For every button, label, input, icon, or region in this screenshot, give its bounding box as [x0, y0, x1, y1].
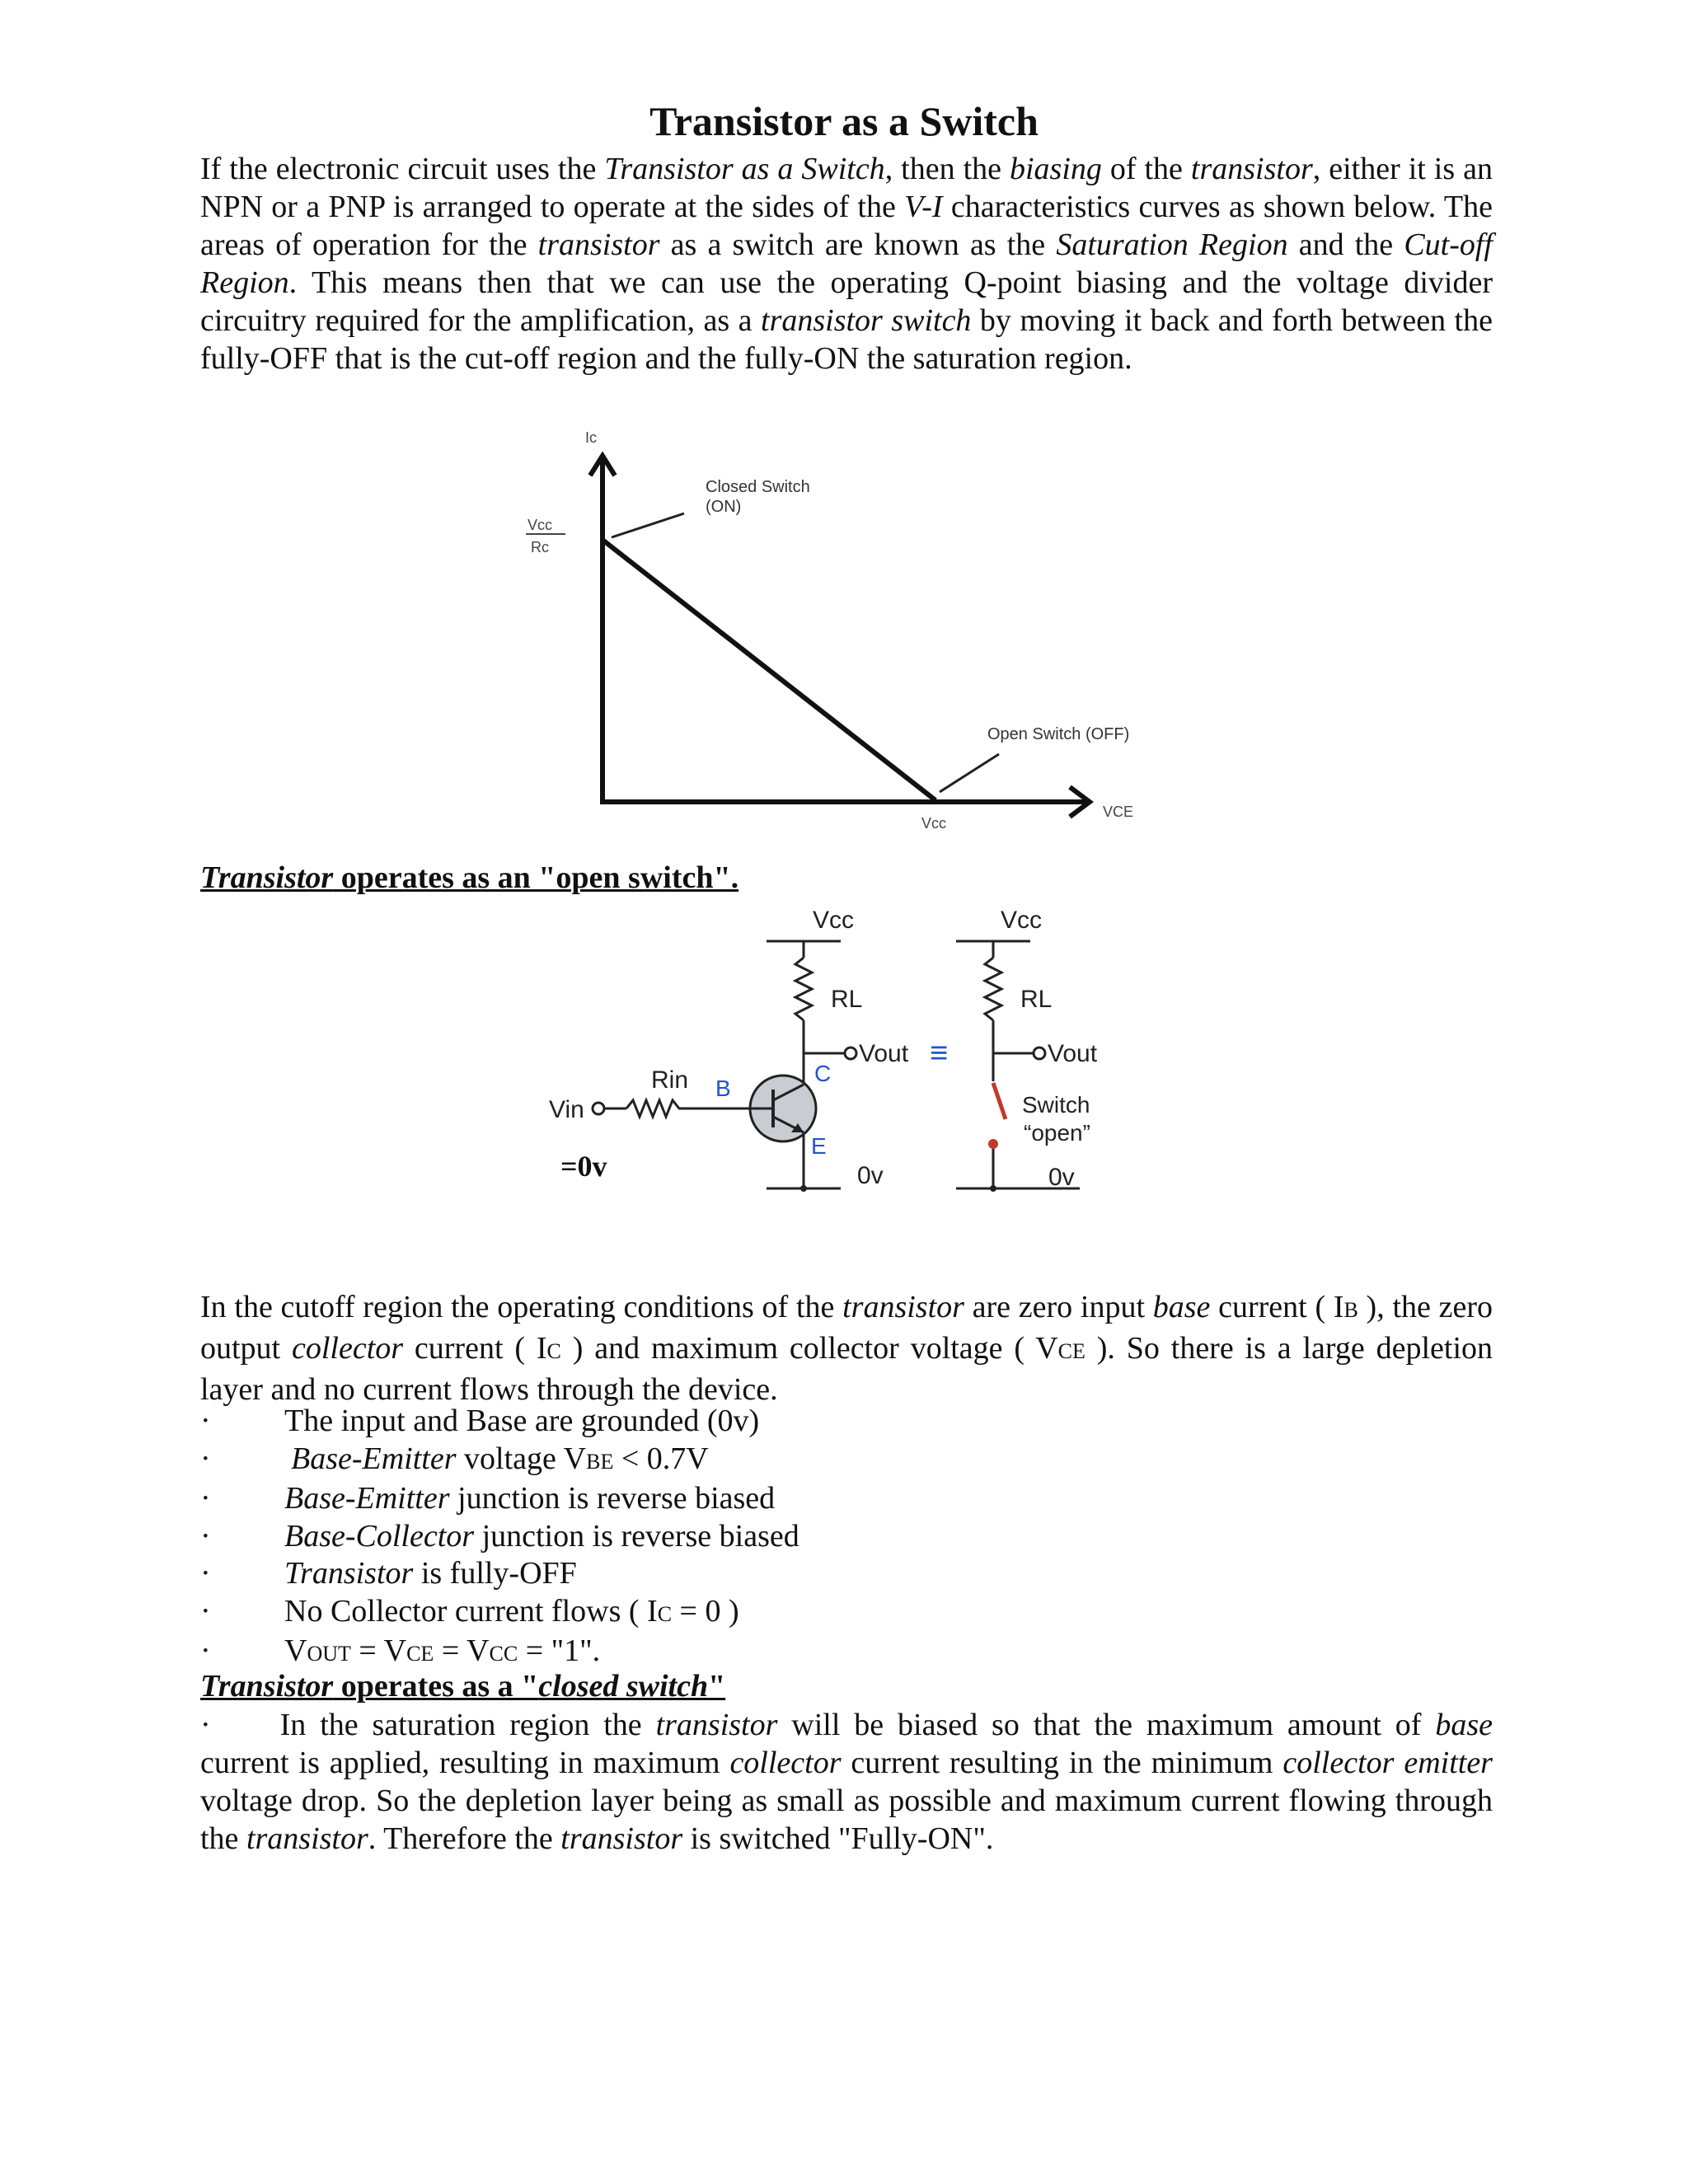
input-resistor [626, 1100, 707, 1117]
vin-terminal [593, 1103, 604, 1114]
ground-right-junction [990, 1185, 996, 1192]
rin-label: Rin [651, 1066, 689, 1094]
closed-switch-pointer [612, 513, 684, 537]
open-switch-pointer [940, 754, 999, 792]
open-switch-blade [993, 1083, 1006, 1119]
x-axis-label: VCE [1103, 804, 1134, 820]
list-item: · VOUT = VCE = VCC = "1". [200, 1633, 601, 1668]
vout-right-label: Vout [1048, 1040, 1098, 1067]
list-item: · Transistor is fully-OFF [200, 1556, 577, 1591]
switch-contact-icon [988, 1139, 998, 1149]
vcc-left-label: Vcc [813, 907, 855, 934]
collector-label: C [814, 1061, 832, 1086]
list-item: · Base-Emitter junction is reverse biased [200, 1481, 776, 1516]
equivalence-symbol: ≡ [930, 1036, 949, 1071]
intro-paragraph: If the electronic circuit uses the Transistor as a Switch, then the biasing of the transistor, either it is an NPN or a PNP is arranged to operate at the sides of the V-I characteristics curves as shown below. The areas of operation for the transistor as a switch are known as the Saturation Region and the Cut-off Region. This means then that we can use the operating Q-point biasing and the voltage divider circuitry required for the amplification, as a transistor switch by moving it back and forth between the fully-OFF that is the cut-off region and the fully-ON the saturation region. [200, 152, 1493, 376]
list-item: · The input and Base are grounded (0v) [200, 1404, 760, 1438]
list-item: · Base-Emitter voltage VBE < 0.7V [200, 1441, 709, 1476]
switch-label: Switch [1022, 1092, 1090, 1118]
open-switch-label: Open Switch (OFF) [987, 725, 1130, 743]
rl-right-label: RL [1020, 986, 1053, 1013]
y-intercept-numerator: Vcc [528, 517, 553, 533]
open-switch-circuit-diagram [536, 898, 1129, 1212]
x-intercept-label: Vcc [921, 815, 947, 832]
switch-state-label: “open” [1024, 1120, 1090, 1146]
vin-label: Vin [549, 1096, 584, 1123]
load-line [603, 540, 935, 800]
rl-left-label: RL [831, 986, 863, 1013]
page-title: Transistor as a Switch [649, 98, 1039, 144]
load-resistor-right [985, 958, 1001, 1020]
y-axis-label: Ic [585, 429, 598, 446]
closed-switch-state: (ON) [706, 498, 742, 516]
ground-left-junction [800, 1185, 807, 1192]
vout-right-terminal [1034, 1047, 1045, 1059]
zero-volt-right-label: 0v [1048, 1164, 1075, 1191]
y-intercept-denominator: Rc [531, 539, 549, 555]
zero-volt-left-label: 0v [857, 1162, 884, 1189]
base-label: B [715, 1076, 731, 1101]
open-switch-heading: Transistor operates as an "open switch". [200, 860, 739, 895]
list-item: · Base-Collector junction is reverse biased [200, 1518, 799, 1554]
vout-left-terminal [845, 1047, 856, 1059]
vcc-right-label: Vcc [1001, 907, 1043, 934]
vin-value-label: =0v [560, 1150, 607, 1183]
vout-left-label: Vout [859, 1040, 909, 1067]
vi-characteristic-graph [495, 424, 1170, 841]
saturation-paragraph: · In the saturation region the transistor will be biased so that the maximum amount of base current is applied, resulting in maximum collector current resulting in the minimum collector emitter voltage drop. So the depletion layer being as small as possible and maximum current flowing through the transistor. Therefore the transistor is switched "Fully-ON". [200, 1708, 1493, 1856]
load-resistor-left [795, 958, 812, 1020]
list-item: · No Collector current flows ( IC = 0 ) [200, 1593, 739, 1629]
closed-switch-heading: Transistor operates as a "closed switch" [200, 1669, 726, 1704]
closed-switch-label: Closed Switch [706, 478, 810, 496]
cutoff-conditions-list [200, 1403, 799, 1673]
emitter-label: E [811, 1133, 827, 1159]
cutoff-paragraph: In the cutoff region the operating conditions of the transistor are zero input base current ( IB ), the zero output collector current ( IC ) and maximum collector voltage ( VCE ). So there is a large depletion layer and no current flows through the device. [200, 1290, 1493, 1407]
